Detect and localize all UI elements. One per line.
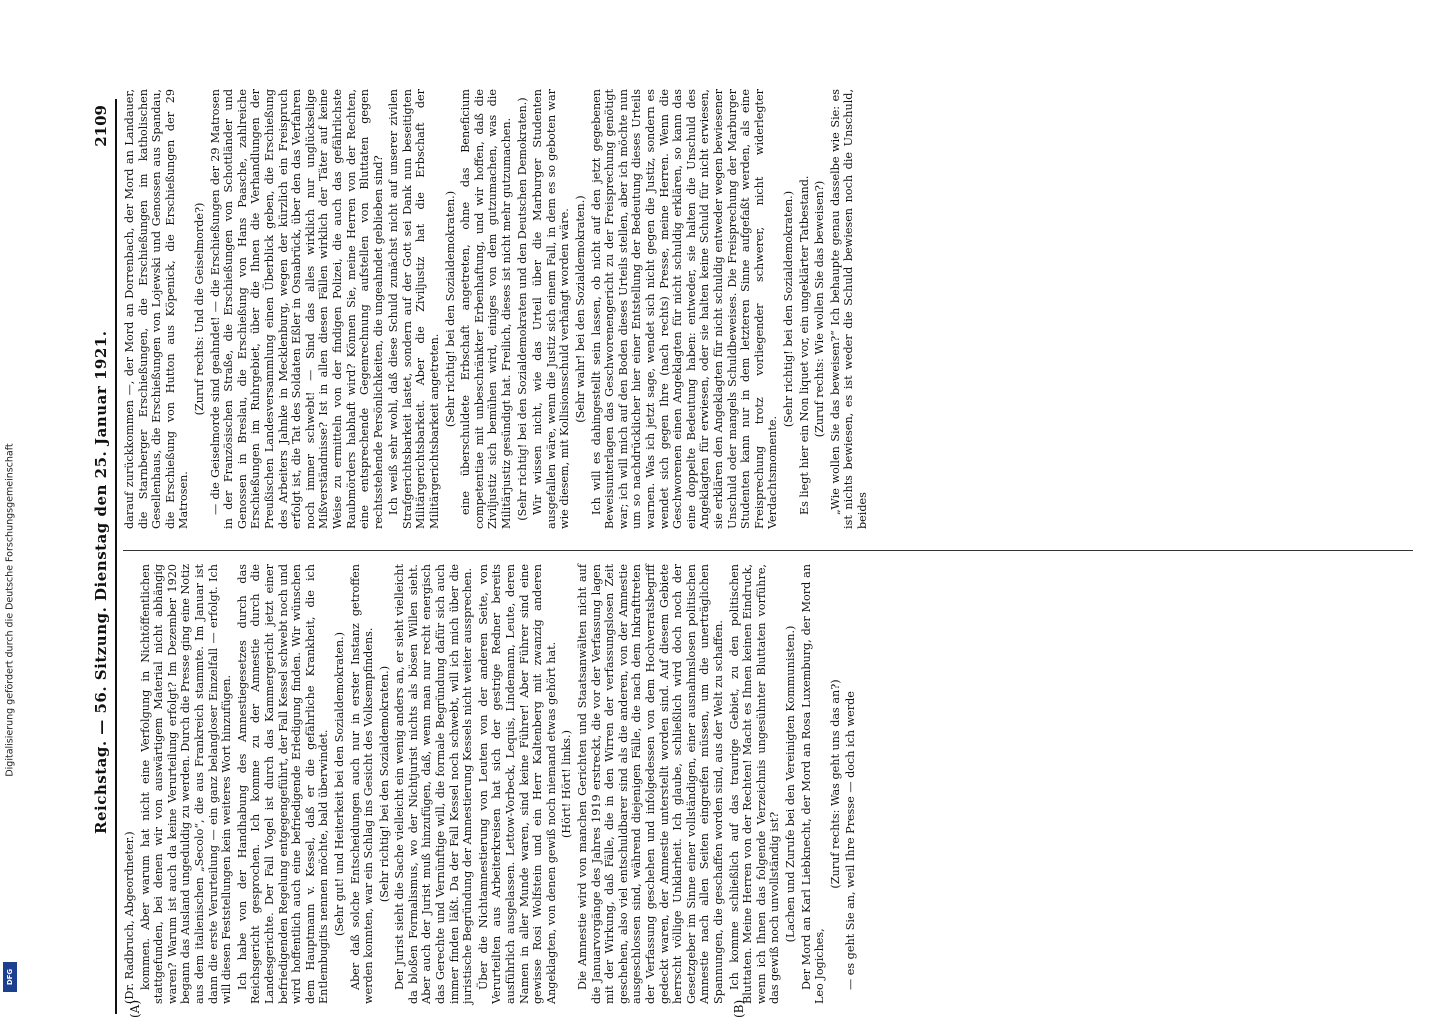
text-paragraph: Über die Nichtamnestierung von Leuten von der anderen Seite, von Verurteilten aus Arbeiterkreisen hat sich der gestrige Redner bereits ausführlich ausgelassen. Lettow-Vorbeck, Lequis, Lindemann, Leute, deren Namen in aller Munde waren, sind keine Führer! Aber Führer sind eine gewisse Rosi Wolfstein und ein Herr Kaltenberg mit zwanzig anderen Angeklagten, von denen gewiß noch niemand etwas gehört hat. (476, 564, 558, 1004)
page-title: Reichstag. — 56. Sitzung. Dienstag den 25. Januar 1921. (92, 330, 110, 834)
text-paragraph: Ich weiß sehr wohl, daß diese Schuld zunächst nicht auf unserer zivilen Strafgerichtsbarkeit lastet, sondern auf der Gott sei Dank nun beseitigten Militärgerichtsbarkeit. Aber die Ziviljustiz hat die Erbschaft der Militärgerichtsbarkeit angetreten. (387, 89, 442, 529)
text-paragraph: Ich habe von der Handhabung des Amnestiegesetzes durch das Reichsgericht gesprochen. Ich komme zu der Amnestie durch die Landesgerichte. Der Fall Vogel ist durch das Kammergericht jetzt einer befriedigenden Regelung entgegengeführt, der Fall Kessel schwebt noch und wird hoffentlich auch eine befriedigende Erledigung finden. Wir wünschen dem Hauptmann v. Kessel, daß er die gefährliche Krankheit, die ich Entlembugitis nennen möchte, bald überwindet. (235, 564, 331, 1004)
interjection-paragraph: (Sehr richtig! bei den Sozialdemokraten.) (781, 190, 795, 428)
interjection-paragraph: (Zuruf rechts: Was geht uns das an?) (828, 679, 842, 889)
text-paragraph: — es geht Sie an, weil Ihre Presse — doch ich werde (844, 691, 858, 990)
interjection-paragraph: (Sehr richtig! bei den Sozialdemokraten und den Deutschen Demokraten.) (515, 97, 529, 521)
text-paragraph: Aber daß solche Entscheidungen auch nur in erster Instanz getroffen werden konnten, war ein Schlag ins Gesicht des Volksempfindens. (348, 564, 376, 1004)
text-paragraph: Die Amnestie wird von manchen Gerichten und Staatsanwälten nicht auf die Januarvorgänge des Jahres 1919 erstreckt, die vor der Verfassung lagen mit der Wirkung, daß Fälle, die in den Wirren der verfassungslosen Zeit geschehen, also viel entschuldbarer sind als die anderen, von der Amnestie ausgeschlossen sind, während diejenigen Fälle, die nach dem Inkrafttreten der Verfassung geschehen und infolgedessen von dem Hochverratsbegriff gedeckt waren, der Amnestie unterstellt worden sind. Auf diesem Gebiete herrscht völlige Unklarheit. Ich glaube, schließlich wird doch noch der Gesetzgeber im Sinne einer vollständigen, einer ausnahmslosen politischen Amnestie nach allen Seiten eingreifen müssen, um die unerträglichen Spannungen, die geschaffen worden sind, aus der Welt zu schaffen. (576, 564, 725, 1004)
digitization-credit (2, 0, 18, 1000)
page-number: 2109 (92, 105, 110, 147)
interjection-paragraph: (Zuruf rechts: Und die Geiselmorde?) (192, 202, 206, 416)
text-paragraph: Ich will es dahingestellt sein lassen, ob nicht auf den jetzt gegebenen Beweisunterlagen das Geschworenengericht zu der Freisprechung genötigt war; ich will mich auf den Boden dieses Urteils stellen, aber ich möchte nun um so nachdrücklicher hier einer Entstellung der Bedeutung dieses Urteils warnen. Was ich jetzt sage, wendet sich nicht gegen die Justiz, sondern es wendet sich gegen Ihre (nach rechts) Presse, meine Herren. Wenn die Geschworenen einen Angeklagten für nicht schuldig erklären, so kann das eine doppelte Bedeutung haben: entweder, sie halten die Unschuld des Angeklagten für erwiesen, oder sie halten keine Schuld für nicht erwiesen, sie erklären den Angeklagten für nicht schuldig entweder wegen bewiesener Unschuld oder mangels Schuldbeweises. Die Freisprechung der Marburger Studenten kann nur in dem letzteren Sinne aufgefaßt werden, als eine Freisprechung trotz vorliegender schwerer, nicht widerlegter Verdachtsmomente. (589, 89, 780, 529)
interjection-paragraph: (Zuruf rechts: Wie wollen Sie das beweisen?) (813, 180, 827, 438)
text-paragraph: eine überschuldete Erbschaft angetreten, ohne das Beneficium competentiae mit unbeschränkter Erbenhaftung, und wir hoffen, daß die Ziviljustiz sich bemühen wird, einiges von dem gutzumachen, was die Militärjustiz gesündigt hat. Freilich, dieses ist nicht mehr gutzumachen. (459, 89, 514, 529)
text-paragraph: Es liegt hier ein Non liquet vor, ein ungeklärter Tatbestand. (797, 175, 811, 515)
text-paragraph: — die Geiselmorde sind geahndet! — die Erschießungen der 29 Matrosen in der Französischen Straße, die Erschießungen von Schottländer und Genossen in Breslau, die Erschießung von Hans Paasche, zahlreiche Erschießungen im Ruhrgebiet, über die Ihnen die Verhandlungen der Preußischen Landesversammlung einen Überblick geben, die Erschießung des Arbeiters Jahnke in Mecklenburg, wegen der kürzlich ein Freispruch erfolgt ist, die Tat des Soldaten Eßler in Osnabrück, über den das Verfahren noch immer schwebt! — Sind das alles wirklich nur unglückselige Mißverständnisse? Ist in allen diesen Fällen wirklich der Täter auf keine Weise zu ermitteln von der findigen Polizei, die auch das gefährlichste Raubmörders habhaft wird? Können Sie, meine Herren von der Rechten, eine entsprechende Gegenrechnung aufstellen von Bluttaten gegen rechtsstehende Persönlichkeiten, die ungeahndet geblieben sind? (208, 89, 385, 529)
column-divider (123, 550, 1413, 551)
text-paragraph: „Wie wollen Sie das beweisen?“ Ich behaupte genau dasselbe wie Sie: es ist nichts bewiesen, es ist weder die Schuld bewiesen noch die Unschuld, beides (828, 89, 869, 529)
dfg-logo-text: DFG (6, 968, 14, 986)
dfg-logo (3, 962, 17, 992)
interjection-paragraph: (Hört! Hört! links.) (560, 730, 574, 838)
text-paragraph: Der Jurist sieht die Sache vielleicht ein wenig anders an, er sieht vielleicht da bloßen Formalismus, wo der Nichtjurist nichts als bösen Willen sieht. Aber auch der Jurist muß hinzufügen, daß, wenn man nur recht energisch das Gerechte und Vernünftige will, die formale Begründung dafür sich auch immer finden läßt. Da der Fall Kessel noch schwebt, will ich mich über die juristische Begründung der Amnestierung Kessels nicht weiter aussprechen. (393, 564, 475, 1004)
right-column (123, 89, 1413, 529)
interjection-paragraph: (Sehr wahr! bei den Sozialdemokraten.) (574, 195, 587, 423)
text-paragraph: Der Mord an Karl Liebknecht, der Mord an Rosa Luxemburg, der Mord an Leo Jogiches, (799, 564, 827, 1004)
interjection-paragraph: (Sehr richtig! bei den Sozialdemokraten.) (443, 190, 457, 428)
page-header (89, 99, 117, 1014)
text-paragraph: Ich komme schließlich auf das traurige Gebiet, zu den politischen Bluttaten. Meine Herren von der Rechten! Macht es Ihnen keinen Eindruck, wenn ich Ihnen das folgende Verzeichnis ungesühnter Bluttaten vorführe, das gewiß noch unvollständig ist? (727, 564, 782, 1004)
text-paragraph: kommen. Aber warum hat nicht eine Verfolgung in Nichtöffentlichen stattgefunden, bei denen wir von auswärtigem Material nicht abhängig waren? Warum ist auch da keine Verurteilung erfolgt? Im Dezember 1920 begann das Ausland ungeduldig zu werden. Durch die Presse ging eine Notiz aus dem italienischen „Secolo“, die aus Frankreich stammte. Im Januar ist dann die erste Verurteilung — ein ganz belangloser Einzelfall — erfolgt. Ich will diesen Feststellungen kein weiteres Wort hinzufügen. (138, 564, 234, 1004)
interjection-paragraph: (Sehr richtig! bei den Sozialdemokraten.) (377, 665, 391, 903)
interjection-paragraph: (Sehr gut! und Heiterkeit bei den Sozialdemokraten.) (332, 632, 346, 936)
newspaper-page (89, 84, 1419, 1034)
margin-marker-b: (B) (732, 999, 746, 1018)
interjection-paragraph: (Lachen und Zurufe bei den Vereinigten Kommunisten.) (783, 625, 797, 943)
left-column (123, 564, 1413, 1018)
text-paragraph: (Dr. Radbruch, Abgeordneter.) (123, 831, 136, 1004)
credit-text: Digitalisierung gefördert durch die Deutsche Forschungsgemeinschaft (4, 443, 16, 777)
text-paragraph: darauf zurückkommen —, der Mord an Dorrenbach, der Mord an Landauer, die Starnberger Erschießungen, die Erschießungen im katholischen Gesellenhaus, die Erschießungen von Lojewski und Genossen aus Spandau, die Erschießung von Hutton aus Köpenick, die Erschießungen der 29 Matrosen. (123, 89, 191, 529)
margin-marker-a: (A) (128, 999, 142, 1018)
text-paragraph: Wir wissen nicht, wie das Urteil über die Marburger Studenten ausgefallen wäre, wenn die Justiz sich einem Fall, in dem es so geboten war wie diesem, mit Kollisionsschuld verhängt worden wäre. (531, 89, 572, 529)
